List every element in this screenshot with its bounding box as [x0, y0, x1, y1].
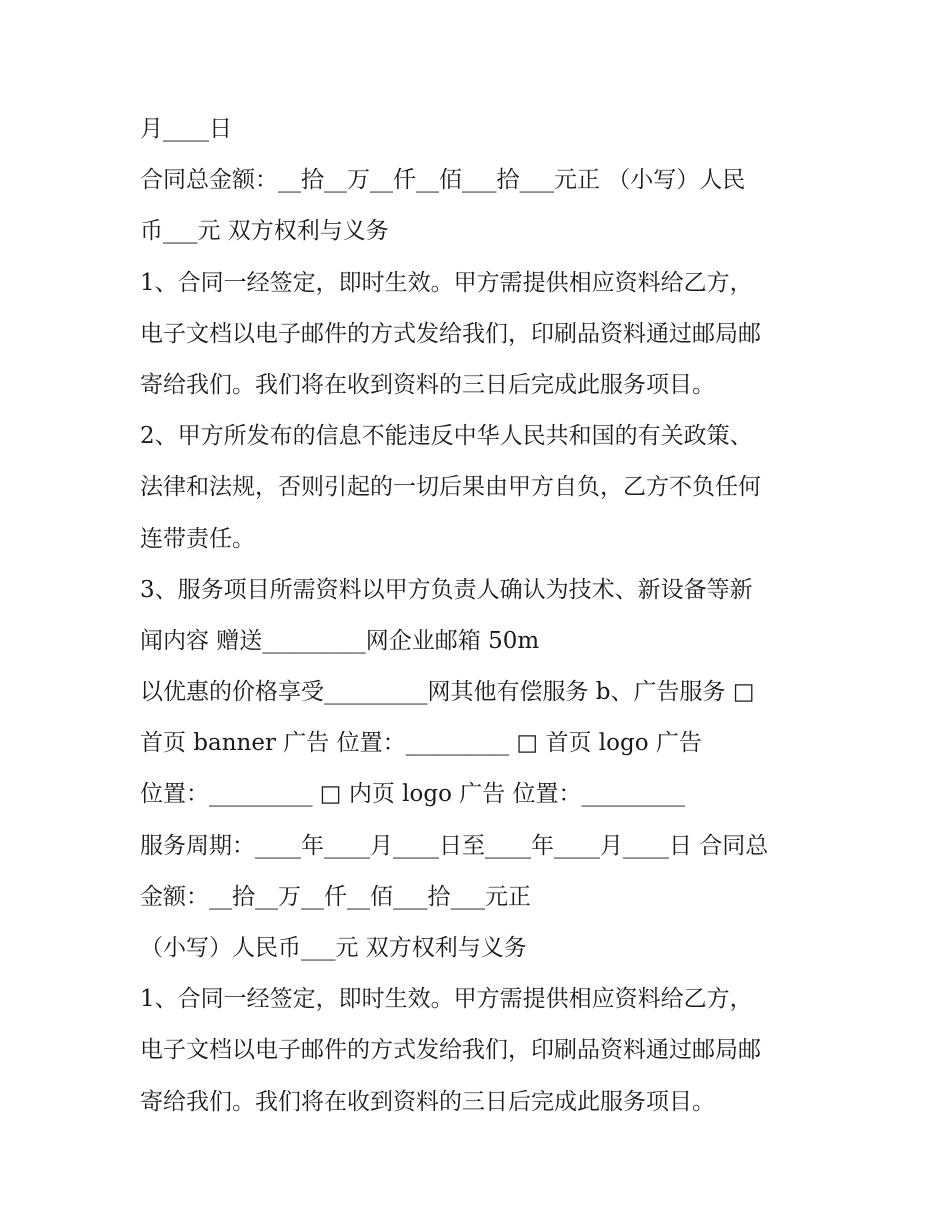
text-line: 电子文档以电子邮件的方式发给我们，印刷品资料通过邮局邮: [140, 1037, 761, 1064]
text-line: 服务周期：____年____月____日至____年____月____日 合同总: [140, 832, 769, 859]
text-line: 电子文档以电子邮件的方式发给我们，印刷品资料通过邮局邮: [140, 320, 761, 347]
text-line: 币___元 双方权利与义务: [140, 218, 389, 245]
text-line: 首页 banner 广告 位置：_________ □ 首页 logo 广告: [140, 730, 702, 757]
text-line: 位置：_________ □ 内页 logo 广告 位置：_________: [140, 781, 686, 808]
text-line: 法律和法规，否则引起的一切后果由甲方自负，乙方不负任何: [140, 474, 761, 501]
text-line: 3、服务项目所需资料以甲方负责人确认为技术、新设备等新: [140, 576, 753, 603]
text-line: （小写）人民币___元 双方权利与义务: [140, 935, 527, 961]
text-line: 闻内容 赠送_________网企业邮箱 50m: [140, 627, 540, 654]
text-line: 以优惠的价格享受_________网其他有偿服务 b、广告服务 □: [140, 679, 755, 706]
text-line: 月____日: [140, 116, 232, 142]
text-line: 1、合同一经签定，即时生效。甲方需提供相应资料给乙方，: [140, 269, 753, 296]
text-line: 2、甲方所发布的信息不能违反中华人民共和国的有关政策、: [140, 423, 753, 450]
text-line: 寄给我们。我们将在收到资料的三日后完成此服务项目。: [140, 371, 715, 398]
text-line: 连带责任。: [140, 525, 255, 552]
document-body: [140, 104, 830, 1128]
text-line: 金额：__拾__万__仟__佰___拾___元正: [140, 883, 531, 910]
text-line: 寄给我们。我们将在收到资料的三日后完成此服务项目。: [140, 1088, 715, 1115]
text-line: 合同总金额：__拾__万__仟__佰___拾___元正 （小写）人民: [140, 167, 746, 194]
text-line: 1、合同一经签定，即时生效。甲方需提供相应资料给乙方，: [140, 986, 753, 1013]
